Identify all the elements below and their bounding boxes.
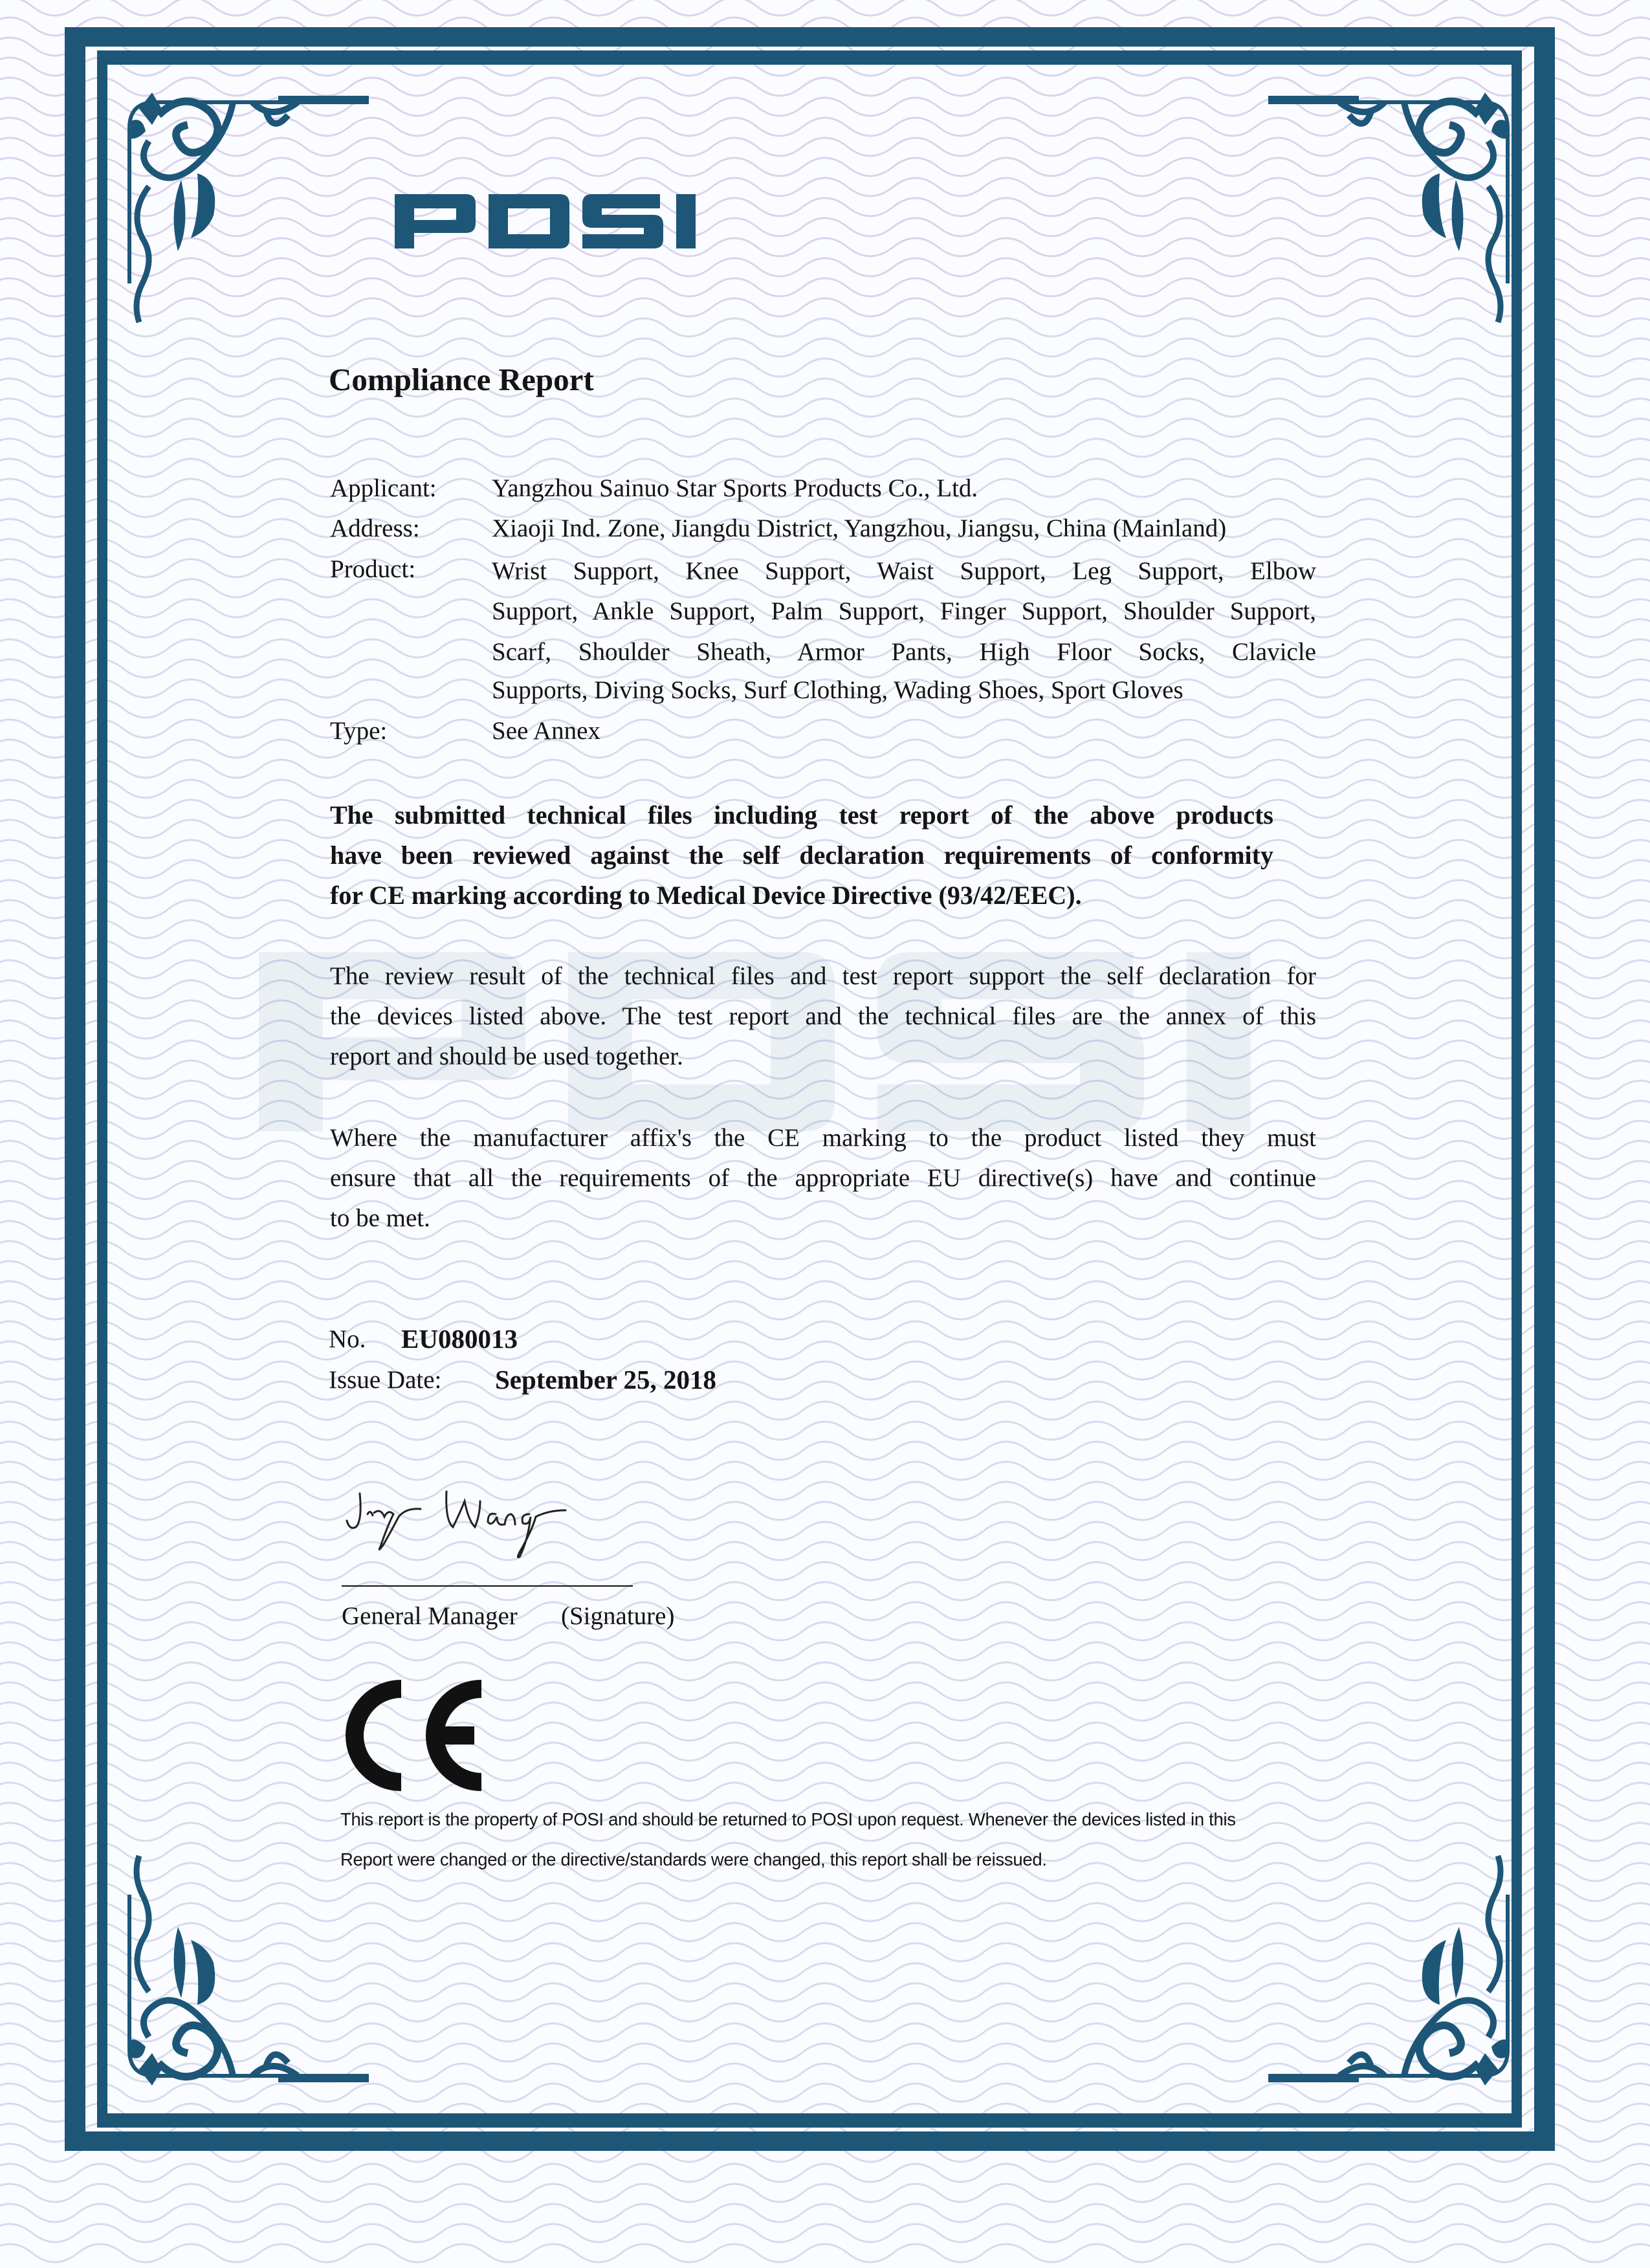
wave-line — [0, 2164, 1650, 2182]
applicant-value: Yangzhou Sainuo Star Sports Products Co., Ltd. — [492, 474, 978, 502]
wave-line — [0, 2244, 1650, 2262]
handwritten-signature — [342, 1488, 588, 1566]
wave-line — [0, 2224, 1650, 2242]
paragraph-line: ensure that all the requirements of the appropriate EU directive(s) have and continue — [330, 1164, 1316, 1192]
report-number: EU080013 — [401, 1324, 518, 1354]
paragraph-line: the devices listed above. The test report and the technical files are the annex of this — [330, 1002, 1316, 1030]
product-line: Support, Ankle Support, Palm Support, Finger Support, Shoulder Support, — [492, 597, 1316, 625]
signature-note: (Signature) — [561, 1602, 675, 1630]
footer-line: This report is the property of POSI and should be returned to POSI upon request. Whenever the devices listed in this — [340, 1809, 1236, 1829]
wave-line — [0, 2204, 1650, 2222]
applicant-label: Applicant: — [330, 474, 437, 502]
product-line: Supports, Diving Socks, Surf Clothing, Wading Shoes, Sport Gloves — [492, 676, 1183, 704]
product-line: Wrist Support, Knee Support, Waist Support, Leg Support, Elbow — [492, 557, 1316, 585]
type-label: Type: — [330, 717, 388, 745]
number-label: No. — [329, 1325, 366, 1353]
address-label: Address: — [330, 514, 420, 542]
corner-ornament-top-left — [123, 76, 395, 348]
wave-line — [0, 0, 1650, 16]
statement-line: The submitted technical files including test report of the above products — [330, 800, 1273, 830]
corner-ornament-top-right — [1242, 76, 1514, 348]
issue-date-label: Issue Date: — [329, 1366, 442, 1394]
ce-mark — [342, 1677, 484, 1794]
product-label: Product: — [330, 555, 416, 583]
posi-logo — [395, 194, 744, 248]
signatory-title: General Manager — [342, 1602, 518, 1630]
paragraph-line: to be met. — [330, 1204, 430, 1232]
statement-line: have been reviewed against the self declaration requirements of conformity — [330, 841, 1273, 870]
signature-line — [342, 1585, 633, 1587]
footer-line: Report were changed or the directive/standards were changed, this report shall be reissued. — [340, 1849, 1047, 1869]
issue-date: September 25, 2018 — [495, 1365, 717, 1394]
paragraph-line: Where the manufacturer affix's the CE marking to the product listed they must — [330, 1124, 1316, 1152]
product-line: Scarf, Shoulder Sheath, Armor Pants, High Floor Socks, Clavicle — [492, 638, 1316, 666]
type-value: See Annex — [492, 717, 600, 745]
corner-ornament-bottom-left — [123, 1830, 395, 2102]
statement-line: for CE marking according to Medical Device Directive (93/42/EEC). — [330, 881, 1082, 910]
paragraph-line: report and should be used together. — [330, 1042, 683, 1070]
document-title: Compliance Report — [329, 362, 594, 397]
corner-ornament-bottom-right — [1242, 1830, 1514, 2102]
address-value: Xiaoji Ind. Zone, Jiangdu District, Yangzhou, Jiangsu, China (Mainland) — [492, 514, 1227, 542]
wave-line — [0, 2184, 1650, 2202]
paragraph-line: The review result of the technical files and test report support the self declaration for — [330, 962, 1316, 990]
